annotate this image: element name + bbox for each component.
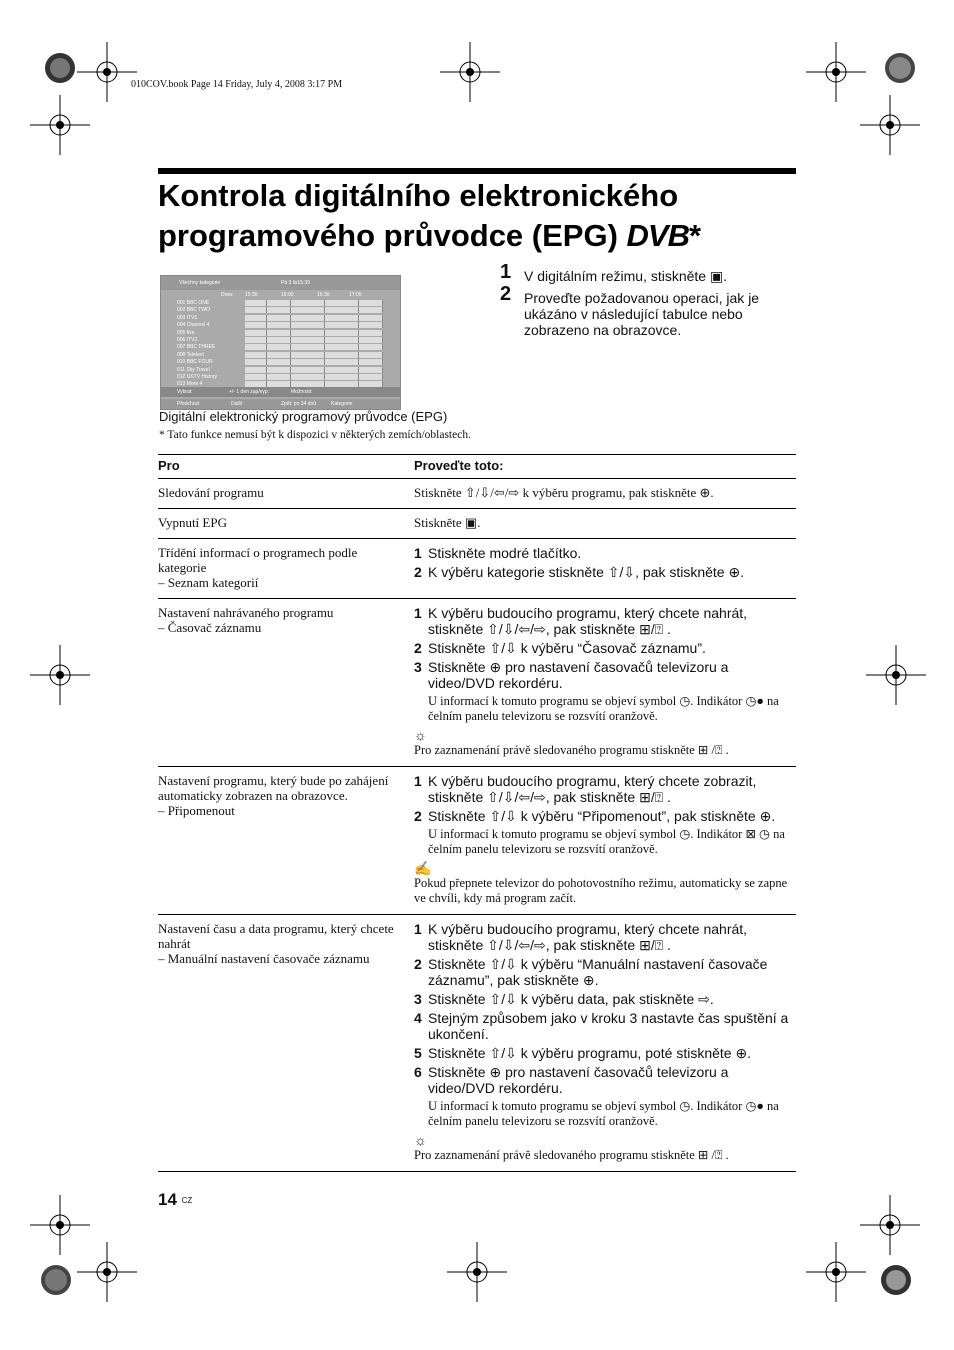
epg-programme-cell	[267, 322, 291, 328]
table-header	[158, 455, 796, 479]
epg-programme-cell	[325, 330, 359, 336]
epg-programme-slots	[245, 300, 383, 307]
epg-programme-slots	[245, 330, 383, 337]
step-note: U informací k tomuto programu se objeví symbol ◷. Indikátor ◷● na čelním panelu televizoru se rozsvítí oranžově.	[428, 1099, 779, 1128]
crosshair-mark	[866, 645, 926, 705]
epg-channel: 007 BBC THREE	[177, 344, 216, 351]
epg-programme-cell	[291, 374, 325, 380]
step-note: U informací k tomuto programu se objeví symbol ◷. Indikátor ◷● na čelním panelu televizoru se rozsvítí oranžově.	[428, 694, 779, 723]
row-action: 1 K výběru budoucího programu, který chcete nahrát, stiskněte ⇧/⇩/⇦/⇨, pak stiskněte ⊞/⍰ . 2 Stiskněte ⇧/⇩ k výběru “Manuální nastavení časovače záznamu”, pak stiskněte ⊕. 3 Stiskněte ⇧/⇩ k výběru data, pak stiskněte ⇨. 4 Stejným způsobem jako v kroku 3 nastavte čas spuštění a ukončení. 5 Stiskněte ⇧/⇩ k výběru programu, poté stiskněte ⊕. 6 Stiskněte ⊕ pro nastavení časovačů televizoru a video/DVD rekordéru. U informací k tomuto programu se objeví symbol ◷. Indikátor ◷● na čelním panelu televizoru se rozsvítí oranžově. ☼ Pro zaznamenání právě sledovaného programu stiskněte ⊞ /⍰ .	[414, 915, 796, 1172]
step-1: 1 V digitálním režimu, stiskněte ▣.	[500, 261, 728, 284]
row-action: 1 Stiskněte modré tlačítko. 2 K výběru kategorie stiskněte ⇧/⇩, pak stiskněte ⊕.	[414, 539, 796, 599]
table-row	[158, 539, 796, 599]
row-action: 1 K výběru budoucího programu, který chcete nahrát, stiskněte ⇧/⇩/⇦/⇨, pak stiskněte ⊞/⍰ . 2 Stiskněte ⇧/⇩ k výběru “Časovač záznamu”. 3 Stiskněte ⊕ pro nastavení časovačů televizoru a video/DVD rekordéru. U informací k tomuto programu se objeví symbol ◷. Indikátor ◷● na čelním panelu televizoru se rozsvítí oranžově. ☼ Pro zaznamenání právě sledovaného programu stiskněte ⊞ /⍰ .	[414, 599, 796, 767]
table-row	[158, 915, 796, 1172]
page-number: 14 CZ	[158, 1190, 193, 1209]
row-label: Nastavení nahrávaného programu – Časovač záznamu	[158, 599, 414, 767]
epg-programme-cell	[267, 359, 291, 365]
epg-programme-cell	[267, 315, 291, 321]
epg-programme-cell	[245, 300, 267, 306]
tip-text: Pro zaznamenání právě sledovaného programu stiskněte ⊞ /⍰ .	[414, 1148, 729, 1162]
row-label: Třídění informací o programech podle kategorie – Seznam kategorií	[158, 539, 414, 599]
epg-programme-cell	[325, 300, 359, 306]
epg-programme-cell	[359, 344, 383, 350]
step-note: U informací k tomuto programu se objeví symbol ◷. Indikátor ⊠ ◷ na čelním panelu televizoru se rozsvítí oranžově.	[428, 827, 785, 856]
table-row	[158, 767, 796, 915]
step-2: 2 Proveďte požadovanou operaci, jak je ukázáno v následující tabulce nebo zobrazeno na obrazovce.	[500, 283, 760, 338]
row-action: 1 K výběru budoucího programu, který chcete zobrazit, stiskněte ⇧/⇩/⇦/⇨, pak stiskněte ⊞/⍰ . 2 Stiskněte ⇧/⇩ k výběru “Připomenout”, pak stiskněte ⊕. U informací k tomuto programu se objeví symbol ◷. Indikátor ⊠ ◷ na čelním panelu televizoru se rozsvítí oranžově. ✍ Pokud přepnete televizor do pohotovostního režimu, automaticky se zapne ve chvíli, kdy má program začít.	[414, 767, 796, 915]
tip-icon: ☼	[414, 727, 427, 743]
title-asterisk: *	[688, 218, 702, 253]
tip-text: Pro zaznamenání právě sledovaného programu stiskněte ⊞ /⍰ .	[414, 743, 729, 757]
epg-programme-cell	[359, 359, 383, 365]
epg-programme-slots	[245, 337, 383, 344]
epg-programme-cell	[245, 307, 267, 313]
epg-programme-slots	[245, 307, 383, 314]
epg-programme-slots	[245, 374, 383, 381]
epg-programme-cell	[291, 307, 325, 313]
epg-programme-cell	[245, 359, 267, 365]
epg-programme-cell	[267, 337, 291, 343]
row-label: Vypnutí EPG	[158, 509, 414, 539]
table-row	[158, 479, 796, 509]
epg-programme-cell	[359, 330, 383, 336]
epg-programme-cell	[325, 307, 359, 313]
figure-caption: Digitální elektronický programový průvodce (EPG)	[159, 409, 448, 424]
epg-programme-cell	[291, 337, 325, 343]
epg-channel: 002 BBC TWO	[177, 307, 210, 314]
epg-programme-cell	[359, 322, 383, 328]
file-info: 010COV.book Page 14 Friday, July 4, 2008 3:17 PM	[131, 79, 343, 90]
epg-programme-cell	[291, 322, 325, 328]
crosshair-mark	[860, 1195, 920, 1255]
epg-programme-cell	[245, 367, 267, 373]
registration-mark	[870, 38, 930, 98]
epg-programme-cell	[245, 315, 267, 321]
tip-icon: ☼	[414, 1132, 427, 1148]
epg-programme-cell	[291, 300, 325, 306]
epg-programme-cell	[267, 344, 291, 350]
dvb-logo: DVB	[626, 218, 689, 253]
crosshair-mark	[77, 1242, 137, 1302]
epg-programme-cell	[359, 307, 383, 313]
epg-programme-slots	[245, 367, 383, 374]
epg-programme-cell	[325, 322, 359, 328]
epg-programme-cell	[359, 367, 383, 373]
col-header-pro: Pro	[158, 455, 414, 479]
epg-channel: 001 BBC ONE	[177, 300, 210, 306]
epg-channel: 012 UKTV History	[177, 374, 218, 380]
row-label: Nastavení času a data programu, který chcete nahrát – Manuální nastavení časovače záznamu	[158, 915, 414, 1172]
epg-timebar: Dnes 15:30 16:00 16:30 17:00	[221, 292, 362, 298]
epg-header	[161, 276, 400, 290]
epg-programme-slots	[245, 352, 383, 359]
epg-channel: 006 ITV2	[177, 337, 198, 343]
row-action: Stiskněte ▣.	[414, 509, 796, 539]
col-header-action: Proveďte toto:	[414, 455, 796, 479]
epg-channel: 010 BBC FOUR	[177, 359, 213, 366]
epg-channel: 004 Channel 4	[177, 322, 210, 329]
epg-programme-slots	[245, 359, 383, 366]
epg-programme-cell	[267, 307, 291, 313]
epg-programme-cell	[245, 322, 267, 328]
crosshair-mark	[447, 1242, 507, 1302]
epg-programme-cell	[291, 315, 325, 321]
epg-programme-cell	[245, 352, 267, 358]
title-line-2: programového průvodce (EPG) DVB*	[158, 218, 702, 253]
crosshair-mark	[30, 645, 90, 705]
epg-footer-2: Předchozí Další Zpět: po 24 dnů Kategorie	[161, 399, 400, 409]
epg-programme-cell	[325, 352, 359, 358]
epg-programme-cell	[325, 344, 359, 350]
crosshair-mark	[30, 95, 90, 155]
epg-programme-cell	[291, 359, 325, 365]
epg-programme-cell	[267, 330, 291, 336]
epg-programme-cell	[291, 344, 325, 350]
row-label: Sledování programu	[158, 479, 414, 509]
crosshair-mark	[806, 1242, 866, 1302]
epg-programme-cell	[245, 337, 267, 343]
epg-programme-cell	[359, 352, 383, 358]
epg-programme-cell	[325, 367, 359, 373]
instruction-table	[158, 454, 796, 1172]
epg-programme-cell	[267, 374, 291, 380]
crosshair-mark	[77, 42, 137, 102]
table-row	[158, 509, 796, 539]
footnote: * Tato funkce nemusí být k dispozici v některých zemích/oblastech.	[159, 429, 471, 441]
epg-programme-slots	[245, 322, 383, 329]
steps-list	[500, 261, 800, 344]
title-line-1: Kontrola digitálního elektronického	[158, 178, 679, 213]
epg-programme-cell	[267, 367, 291, 373]
epg-programme-cell	[291, 330, 325, 336]
epg-channel: 011 Sky Travel	[177, 366, 210, 373]
epg-programme-cell	[245, 374, 267, 380]
epg-programme-cell	[359, 300, 383, 306]
crosshair-mark	[860, 95, 920, 155]
epg-programme-cell	[245, 330, 267, 336]
epg-screenshot	[160, 275, 401, 410]
epg-programme-cell	[267, 300, 291, 306]
epg-programme-cell	[325, 315, 359, 321]
epg-programme-cell	[325, 359, 359, 365]
row-action: Stiskněte ⇧/⇩/⇦/⇨ k výběru programu, pak stiskněte ⊕.	[414, 479, 796, 509]
title-rule	[158, 168, 796, 174]
registration-mark	[866, 1250, 926, 1310]
epg-programme-slots	[245, 344, 383, 351]
epg-footer: Vybrat: +/- 1 den zap/vyp: Možnosti:	[161, 387, 400, 397]
epg-date: Pá 3 lis15:39	[281, 280, 310, 286]
epg-channel: 003 ITV1	[177, 314, 198, 321]
crosshair-mark	[440, 42, 500, 102]
epg-programme-cell	[325, 374, 359, 380]
epg-programme-cell	[267, 352, 291, 358]
epg-category: Všechny kategorie	[179, 280, 221, 286]
epg-programme-cell	[359, 337, 383, 343]
epg-programme-slots	[245, 315, 383, 322]
page-title	[158, 176, 798, 256]
epg-programme-cell	[359, 315, 383, 321]
epg-programme-cell	[245, 344, 267, 350]
epg-channel: 005 five	[177, 329, 195, 336]
epg-programme-cell	[359, 374, 383, 380]
crosshair-mark	[806, 42, 866, 102]
epg-channel: 008 Teletext	[177, 351, 204, 358]
note-icon: ✍	[414, 860, 432, 876]
note-text: Pokud přepnete televizor do pohotovostního režimu, automaticky se zapne ve chvíli, kdy má program začít.	[414, 876, 788, 905]
epg-programme-cell	[291, 367, 325, 373]
epg-programme-cell	[291, 352, 325, 358]
epg-channel: 013 More 4	[177, 381, 203, 388]
table-row	[158, 599, 796, 767]
epg-programme-cell	[325, 337, 359, 343]
row-label: Nastavení programu, který bude po zahájení automaticky zobrazen na obrazovce. – Připomenout	[158, 767, 414, 915]
